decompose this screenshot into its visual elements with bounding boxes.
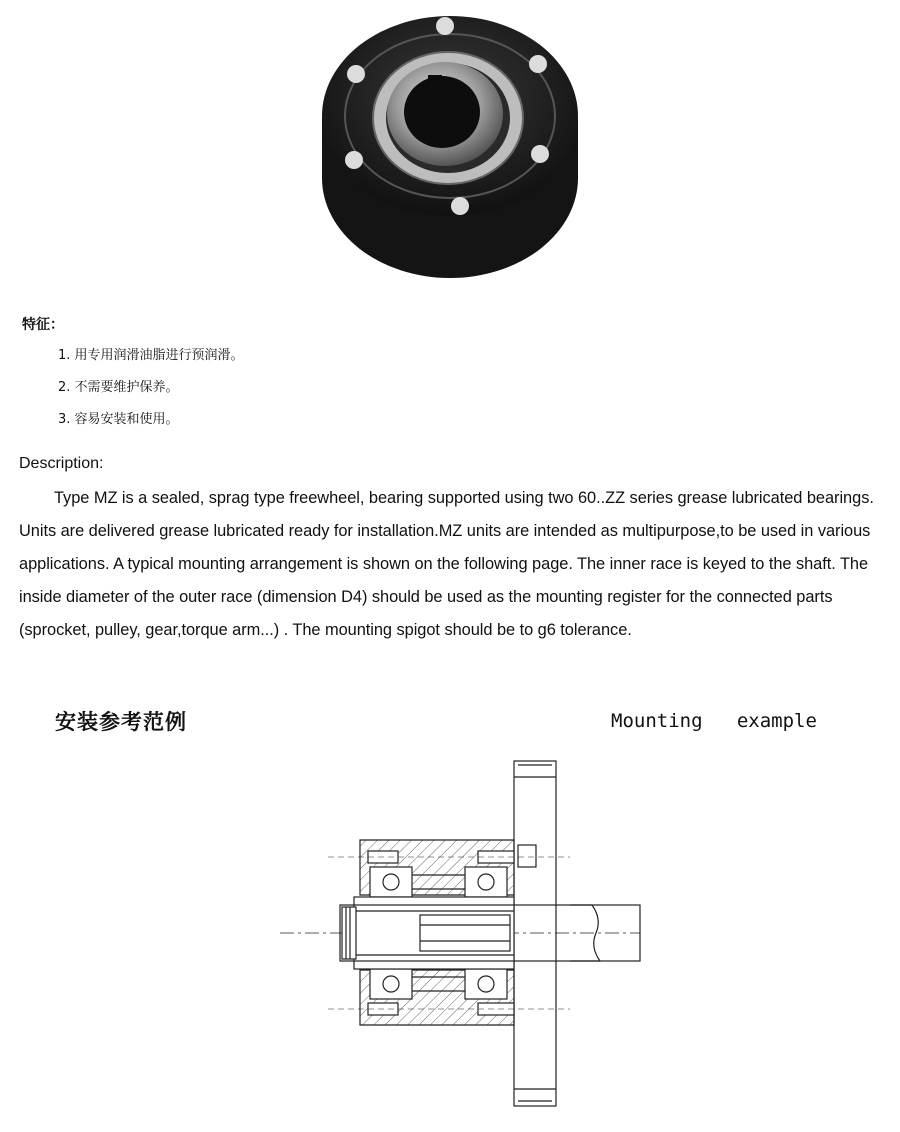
description-body: Type MZ is a sealed, sprag type freewheel, bearing supported using two 60..ZZ series grease lubricated bearings. Units are delivered grease lubricated ready for installation.MZ units are intended as multipurpose,to be used in various applications. A typical mounting arrangement is shown on the following page. The inner race is keyed to the shaft. The inside diameter of the outer race (dimension D4) should be used as the mounting register for the connected parts (sprocket, pulley, gear,torque arm...) . The mounting spigot should be to g6 tolerance. (19, 489, 874, 639)
feature-item-1: 1. 用专用润滑油脂进行预润滑。 (58, 348, 244, 363)
feature-item-2: 2. 不需要维护保养。 (58, 380, 179, 395)
product-photo (310, 8, 590, 288)
mounting-drawing (270, 755, 650, 1115)
mounting-title-en: Mounting example (611, 710, 817, 732)
features-title: 特征： (22, 317, 64, 333)
mounting-title-cn: 安装参考范例 (55, 710, 187, 734)
feature-item-3: 3. 容易安装和使用。 (58, 412, 179, 427)
description-title: Description: (19, 455, 104, 472)
